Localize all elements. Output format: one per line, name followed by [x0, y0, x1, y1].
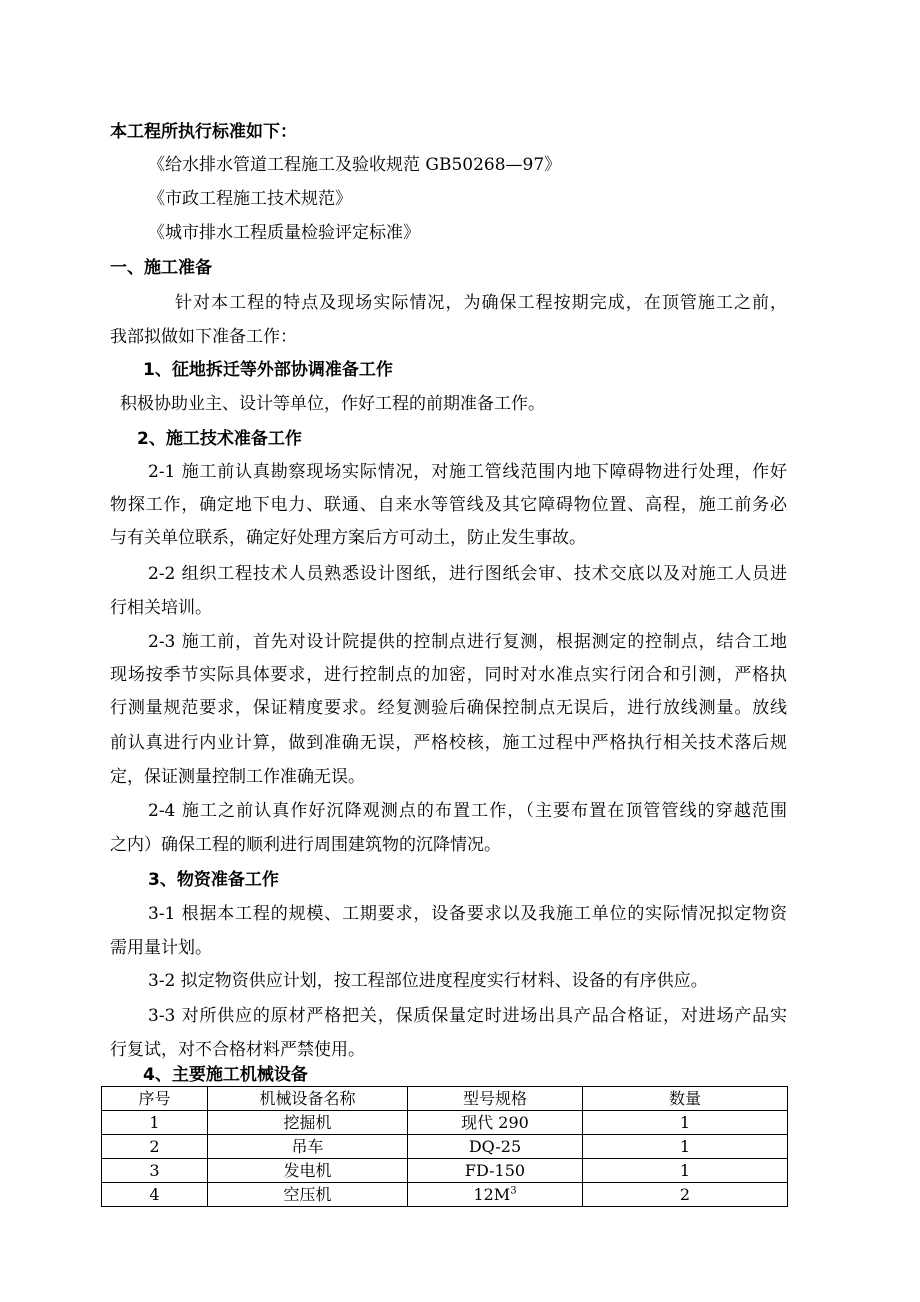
standard-item: 《给水排水管道工程施工及验收规范 GB50268—97》 [148, 155, 562, 175]
table-header-row [102, 1087, 788, 1111]
paragraph-line: 3-2 拟定物资供应计划，按工程部位进度程度实行材料、设备的有序供应。 [148, 971, 708, 991]
table-cell: DQ-25 [408, 1135, 583, 1159]
subsection-heading: 3、物资准备工作 [148, 870, 279, 890]
paragraph-line: 物探工作，确定地下电力、联通、自来水等管线及其它障碍物位置、高程，施工前务必 [110, 495, 787, 515]
paragraph-line: 行复试，对不合格材料严禁使用。 [110, 1040, 365, 1060]
paragraph-line: 3-1 根据本工程的规模、工期要求，设备要求以及我施工单位的实际情况拟定物资 [148, 904, 787, 924]
paragraph-line: 行测量规范要求，保证精度要求。经复测验后确保控制点无误后，进行放线测量。放线 [110, 698, 787, 718]
table-cell [408, 1183, 583, 1207]
table-cell: 现代 290 [408, 1111, 583, 1135]
equipment-table [101, 1086, 788, 1207]
table-cell: FD-150 [408, 1159, 583, 1183]
column-header: 序号 [102, 1087, 208, 1111]
subsection-heading: 1、征地拆迁等外部协调准备工作 [143, 360, 393, 380]
table-cell: 1 [583, 1135, 788, 1159]
column-header: 型号规格 [408, 1087, 583, 1111]
paragraph-line: 2-2 组织工程技术人员熟悉设计图纸，进行图纸会审、技术交底以及对施工人员进 [148, 564, 787, 584]
paragraph-line: 之内）确保工程的顺利进行周围建筑物的沉降情况。 [110, 835, 501, 855]
table-cell: 4 [102, 1183, 208, 1207]
paragraph-line: 与有关单位联系，确定好处理方案后方可动土，防止发生事故。 [110, 528, 586, 548]
paragraph-line: 2-1 施工前认真勘察现场实际情况，对施工管线范围内地下障碍物进行处理，作好 [148, 462, 787, 482]
superscript: 3 [510, 1185, 517, 1197]
subsection-heading: 2、施工技术准备工作 [137, 429, 302, 449]
table-cell: 1 [583, 1159, 788, 1183]
paragraph-line: 定，保证测量控制工作准确无误。 [110, 767, 365, 787]
table-row [102, 1183, 788, 1207]
table-cell: 2 [102, 1135, 208, 1159]
table-cell: 挖掘机 [208, 1111, 408, 1135]
paragraph-line: 需用量计划。 [110, 938, 212, 958]
table-cell: 空压机 [208, 1183, 408, 1207]
column-header: 机械设备名称 [208, 1087, 408, 1111]
standard-item: 《城市排水工程质量检验评定标准》 [148, 223, 420, 243]
paragraph-line: 2-4 施工之前认真作好沉降观测点的布置工作，（主要布置在顶管管线的穿越范围 [148, 801, 787, 821]
table-cell: 1 [102, 1111, 208, 1135]
table-cell: 发电机 [208, 1159, 408, 1183]
paragraph-line: 行相关培训。 [110, 598, 212, 618]
standards-heading: 本工程所执行标准如下： [110, 122, 297, 142]
paragraph-line: 现场按季节实际具体要求，进行控制点的加密，同时对水准点实行闭合和引测，严格执 [110, 665, 787, 685]
section-heading: 一、施工准备 [110, 258, 212, 278]
paragraph-line: 我部拟做如下准备工作： [110, 327, 297, 347]
table-cell: 1 [583, 1111, 788, 1135]
model-value: 12M [473, 1184, 511, 1204]
subsection-heading: 4、主要施工机械设备 [143, 1065, 308, 1085]
paragraph-line: 针对本工程的特点及现场实际情况，为确保工程按期完成，在顶管施工之前， [175, 293, 787, 313]
table-row [102, 1135, 788, 1159]
paragraph-line: 2-3 施工前，首先对设计院提供的控制点进行复测，根据测定的控制点，结合工地 [148, 632, 787, 652]
paragraph-line: 3-3 对所供应的原材严格把关，保质保量定时进场出具产品合格证，对进场产品实 [148, 1006, 787, 1026]
table-cell: 2 [583, 1183, 788, 1207]
standard-item: 《市政工程施工技术规范》 [148, 189, 352, 209]
table-row [102, 1111, 788, 1135]
paragraph-line: 积极协助业主、设计等单位，作好工程的前期准备工作。 [120, 394, 545, 414]
column-header: 数量 [583, 1087, 788, 1111]
table-row [102, 1159, 788, 1183]
table-cell: 3 [102, 1159, 208, 1183]
paragraph-line: 前认真进行内业计算，做到准确无误，严格校核，施工过程中严格执行相关技术落后规 [110, 733, 787, 753]
table-cell: 吊车 [208, 1135, 408, 1159]
